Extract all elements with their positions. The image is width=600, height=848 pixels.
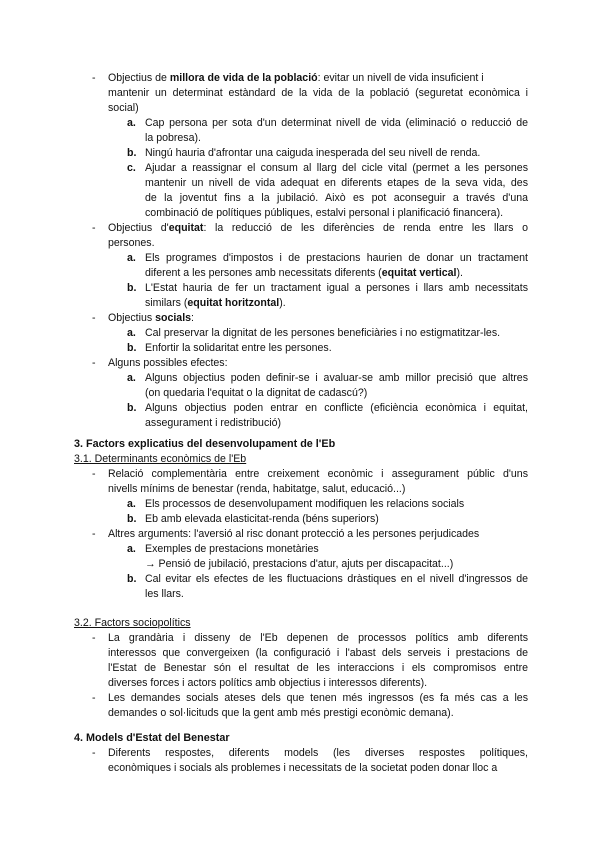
text-line: la pobresa). (145, 132, 201, 144)
text-line: Eb amb elevada elasticitat-renda (béns superiors) (145, 513, 379, 525)
list-marker-c: c. (127, 162, 136, 174)
bullet-dash: - (92, 468, 96, 480)
text-line: mantenir un nivell de vida adequat en diferents etapes de la seva vida, des (145, 177, 528, 189)
text-line: Exemples de prestacions monetàries (145, 543, 319, 555)
bullet-dash: - (92, 632, 96, 644)
text-line: Objectius d'equitat: la reducció de les diferències de renda entre les llars o (108, 222, 528, 234)
bullet-dash: - (92, 312, 96, 324)
text-line: Cal preservar la dignitat de les persones beneficiàries i no estigmatitzar-les. (145, 327, 501, 339)
text-line: interessos que convergeixen (la configuració i l'abast dels serveis i prestacions de (108, 647, 528, 659)
list-marker-b: b. (127, 573, 137, 585)
list-marker-a: a. (127, 372, 136, 384)
bullet-dash: - (92, 222, 96, 234)
section-heading: 4. Models d'Estat del Benestar (74, 732, 230, 744)
section-heading: 3. Factors explicatius del desenvolupament de l'Eb (74, 438, 336, 450)
bullet-dash: - (92, 692, 96, 704)
text-line: Relació complementària entre creixement econòmic i assegurament públic d'uns (108, 468, 528, 480)
list-marker-a: a. (127, 252, 136, 264)
text-line: Enfortir la solidaritat entre les persones. (145, 342, 332, 354)
text-line: Ningú hauria d'afrontar una caiguda inesperada del seu nivell de renda. (145, 147, 481, 159)
text-line: assegurament i redistribució) (145, 417, 282, 429)
text-line: Objectius de millora de vida de la població: evitar un nivell de vida insuficient i (108, 72, 484, 84)
text-line: Alguns possibles efectes: (108, 357, 228, 369)
text-line: demandes o sol·licituds que la gent amb més prestigi econòmic demana). (108, 707, 454, 719)
text-line: Les demandes socials ateses dels que tenen més ingressos (es fa més cas a les (108, 692, 528, 704)
bullet-dash: - (92, 72, 96, 84)
list-marker-b: b. (127, 342, 137, 354)
text-line: diverses forces i actors polítics amb objectius i interessos diferents). (108, 677, 428, 689)
text-line: → Pensió de jubilació, prestacions d'atur, ajuts per discapacitat...) (145, 558, 454, 570)
text-line: Cap persona per sota d'un determinat nivell de vida (eliminació o reducció de (145, 117, 528, 129)
bullet-dash: - (92, 357, 96, 369)
text-line: social) (108, 102, 139, 114)
list-marker-b: b. (127, 282, 137, 294)
text-line: Ajudar a reassignar el consum al llarg del cicle vital (permet a les persones (145, 162, 528, 174)
text-line: L'Estat hauria de fer un tractament igual a persones i llars amb necessitats (145, 282, 528, 294)
list-marker-b: b. (127, 513, 137, 525)
text-line: diferent a les persones amb necessitats diferents (equitat vertical). (145, 267, 463, 279)
text-line: Els programes d'impostos i de prestacions haurien de donar un tractament (145, 252, 528, 264)
text-line: l'Estat de Benestar són el resultat de les interaccions i els compromisos entre (108, 662, 528, 674)
list-marker-a: a. (127, 327, 136, 339)
bullet-dash: - (92, 747, 96, 759)
text-line: econòmiques i socials als problemes i necessitats de la societat poden donar lloc a (108, 762, 498, 774)
text-line: Altres arguments: l'aversió al risc donant protecció a les persones perjudicades (108, 528, 480, 540)
text-line: Diferents respostes, diferents models (les diverses respostes polítiques, (108, 747, 528, 759)
list-marker-b: b. (127, 402, 137, 414)
list-marker-a: a. (127, 498, 136, 510)
text-line: Cal evitar els efectes de les fluctuacions dràstiques en el nivell d'ingressos de (145, 573, 528, 585)
list-marker-a: a. (127, 543, 136, 555)
text-line: nivells mínims de benestar (renda, habitatge, salut, educació...) (108, 483, 406, 495)
list-marker-b: b. (127, 147, 137, 159)
text-line: combinació de polítiques públiques, estalvi personal i planificació financera). (145, 207, 504, 219)
text-line: Els processos de desenvolupament modifiquen les relacions socials (145, 498, 465, 510)
text-line: La grandària i disseny de l'Eb depenen de processos polítics amb diferents (108, 632, 528, 644)
list-marker-a: a. (127, 117, 136, 129)
text-line: de la joventut fins a la jubilació. Això es pot aconseguir a través d'una (145, 192, 528, 204)
text-line: mantenir un determinat estàndard de la vida de la població (seguretat econòmica i (108, 87, 528, 99)
text-line: similars (equitat horitzontal). (145, 297, 286, 309)
bullet-dash: - (92, 528, 96, 540)
text-line: Objectius socials: (108, 312, 194, 324)
subsection-heading: 3.2. Factors sociopolítics (74, 617, 191, 629)
text-line: persones. (108, 237, 155, 249)
text-line: (on quedaria l'equitat o la dignitat de cadascú?) (145, 387, 368, 399)
text-line: Alguns objectius poden definir-se i avaluar-se amb millor precisió que altres (145, 372, 528, 384)
subsection-heading: 3.1. Determinants econòmics de l'Eb (74, 453, 247, 465)
text-line: les llars. (145, 588, 184, 600)
text-line: Alguns objectius poden entrar en conflicte (eficiència econòmica i equitat, (145, 402, 528, 414)
